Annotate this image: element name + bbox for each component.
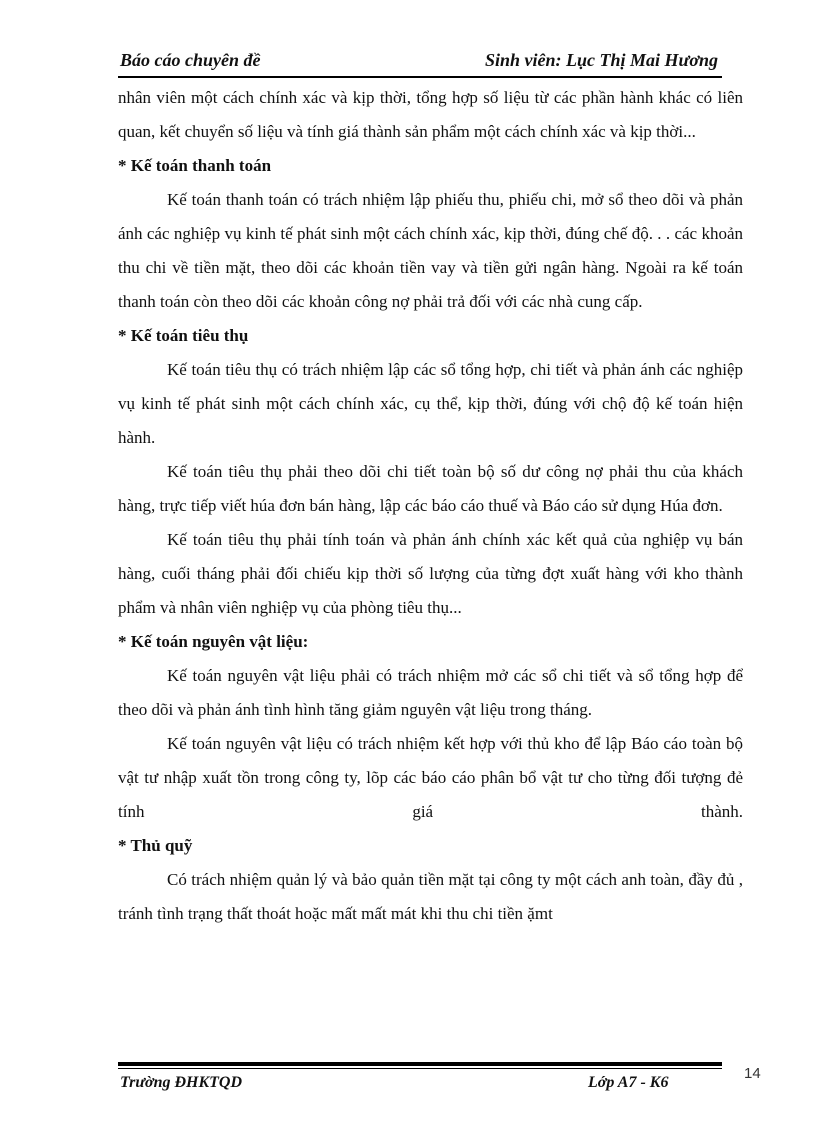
page-number: 14 (744, 1065, 761, 1082)
footer-class: Lớp A7 - K6 (588, 1074, 669, 1091)
footer-university: Trường ĐHKTQD (120, 1074, 243, 1091)
header-student-name: Sinh viên: Lục Thị Mai Hương (485, 50, 718, 70)
materials-accounting-paragraph-2: Kế toán nguyên vật liệu có trách nhiệm kết hợp với thủ kho để lập Báo cáo toàn bộ vật tư nhập xuất tồn trong công ty, lõp các báo cáo phân bổ vật tư cho từng đối tượng đẻ tính giá thành. (118, 734, 743, 821)
footer-divider-thin (118, 1068, 722, 1069)
document-body (118, 81, 743, 931)
sales-accounting-paragraph-2: Kế toán tiêu thụ phải theo dõi chi tiết toàn bộ số dư công nợ phải thu của khách hàng, trực tiếp viết húa đơn bán hàng, lập các báo cáo thuế và Báo cáo sử dụng Húa đơn. (118, 462, 743, 515)
section-heading-sales-accounting: * Kế toán tiêu thụ (118, 326, 249, 345)
sales-accounting-paragraph-1: Kế toán tiêu thụ có trách nhiệm lập các sổ tổng hợp, chi tiết và phản ánh các nghiệp vụ kinh tế phát sinh một cách chính xác, cụ thể, kịp thời, đúng với chộ độ kế toán hiện hành. (118, 360, 743, 447)
section-heading-payment-accounting: * Kế toán thanh toán (118, 156, 272, 175)
header-report-title: Báo cáo chuyên đề (120, 50, 261, 70)
treasurer-paragraph: Có trách nhiệm quản lý và bảo quản tiền mặt tại công ty một cách anh toàn, đầy đủ , tránh tình trạng thất thoát hoặc mất mất mát khi thu chi tiền ặmt (118, 870, 743, 923)
payment-accounting-paragraph: Kế toán thanh toán có trách nhiệm lập phiếu thu, phiếu chi, mở sổ theo dõi và phản ánh các nghiệp vụ kinh tế phát sinh một cách chính xác, kịp thời, đúng chế độ. . . các khoản thu chi về tiền mặt, theo dõi các khoản tiền vay và tiền gửi ngân hàng. Ngoài ra kế toán thanh toán còn theo dõi các khoản công nợ phải trả đối với các nhà cung cấp. (118, 190, 743, 311)
section-heading-treasurer: * Thủ quỹ (118, 836, 193, 855)
page-footer (118, 1074, 722, 1098)
section-heading-materials-accounting: * Kế toán nguyên vật liệu: (118, 632, 309, 651)
page-header (118, 50, 722, 76)
sales-accounting-paragraph-3: Kế toán tiêu thụ phải tính toán và phản ánh chính xác kết quả của nghiệp vụ bán hàng, cuối tháng phải đối chiếu kịp thời số lượng của từng đợt xuất hàng với kho thành phẩm và nhân viên nghiệp vụ của phòng tiêu thụ... (118, 530, 743, 617)
materials-accounting-paragraph-1: Kế toán nguyên vật liệu phải có trách nhiệm mở các sổ chi tiết và sổ tổng hợp để theo dõi và phản ánh tình hình tăng giảm nguyên vật liệu trong tháng. (118, 666, 743, 719)
intro-paragraph: nhân viên một cách chính xác và kịp thời, tổng hợp số liệu từ các phần hành khác có liên quan, kết chuyển số liệu và tính giá thành sản phẩm một cách chính xác và kịp thời... (118, 88, 743, 141)
footer-divider-thick (118, 1062, 722, 1066)
header-divider (118, 76, 722, 78)
